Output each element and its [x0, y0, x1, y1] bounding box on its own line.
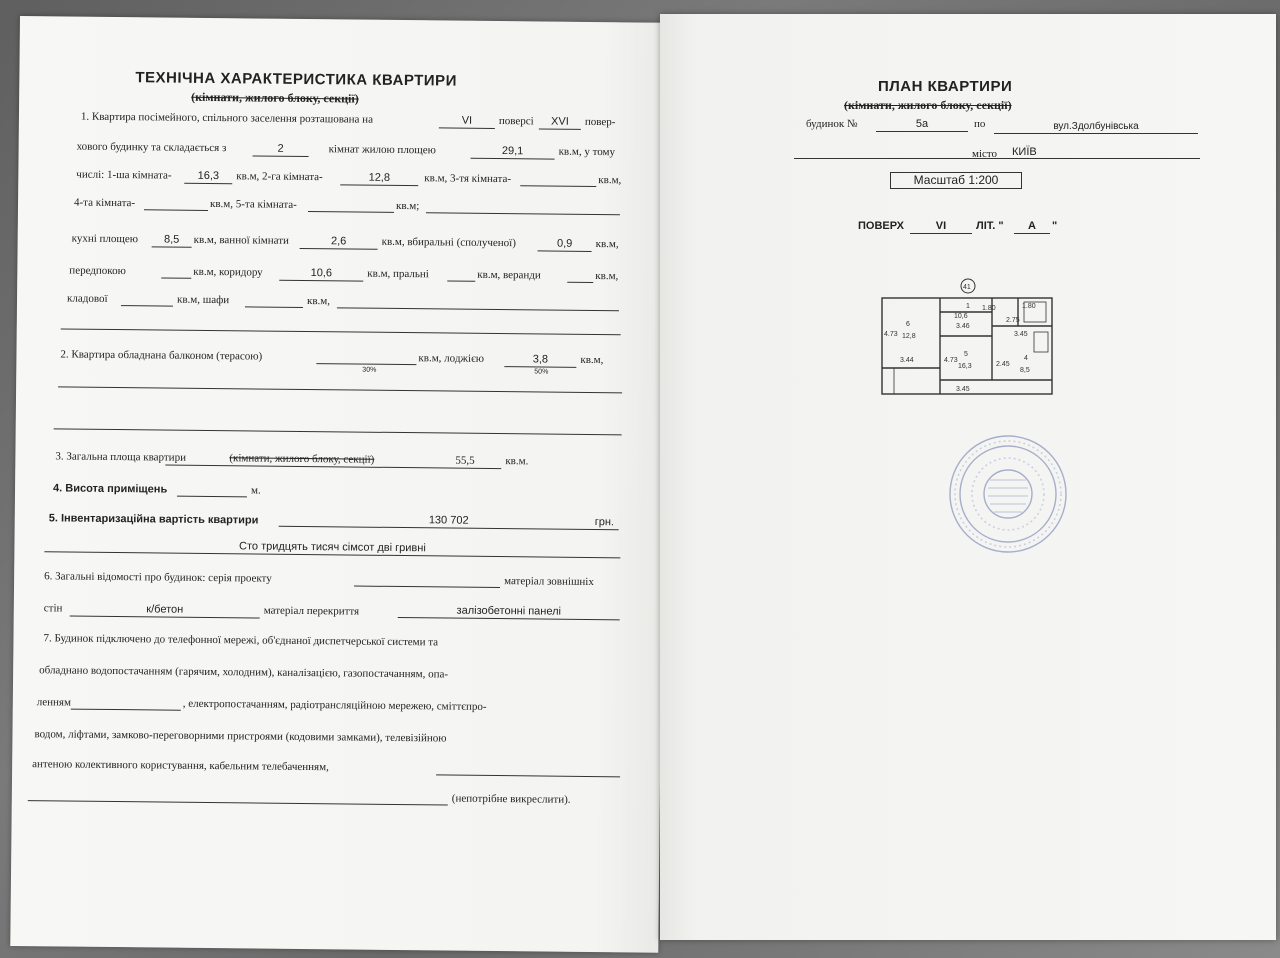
pct-50: 50%: [534, 368, 549, 376]
text: кв.м, ванної кімнати: [193, 233, 290, 247]
floor-value: VI: [439, 114, 495, 129]
blank-line: [337, 307, 619, 311]
page-subtitle: (кімнати, жилого блоку, секції): [191, 89, 359, 106]
corridor-height: 1.80: [982, 305, 996, 312]
text: стін: [43, 602, 63, 615]
text: кухні площею: [71, 232, 139, 246]
floors-total-value: XVI: [539, 115, 581, 129]
text: передпокою: [69, 264, 126, 278]
ceiling-value: залізобетонні панелі: [398, 604, 620, 620]
text: матеріал перекриття: [263, 604, 360, 618]
plan-subtitle: (кімнати, жилого блоку, секції): [844, 98, 1012, 112]
official-stamp: [946, 432, 1070, 556]
text: водом, ліфтами, замково-переговорними пристроями (кодовими замками), телевізійною: [34, 728, 447, 745]
blank-line: [567, 282, 593, 283]
blank-line: [161, 277, 191, 278]
room6-height: 4.73: [884, 331, 898, 338]
text: кв.м, 5-та кімната-: [209, 198, 297, 211]
text: матеріал зовнішніх: [504, 575, 594, 589]
text: 1. Квартира посімейного, спільного заселення розташована на: [80, 110, 374, 126]
room6-label: 6: [906, 321, 910, 328]
corridor-width: 3.46: [956, 323, 970, 330]
room1-value: 16,3: [184, 170, 232, 185]
text: кв.м, коридору: [193, 265, 263, 279]
text: по: [974, 118, 986, 130]
bathroom-value: 2,6: [300, 235, 378, 250]
city-value: КИЇВ: [1012, 146, 1037, 158]
floor-plan-drawing: [878, 276, 1058, 400]
text: 5. Інвентаризаційна вартість квартири: [48, 512, 259, 527]
kitchen-value: 8,5: [152, 233, 192, 247]
text: (непотрібне викреслити).: [451, 792, 571, 806]
loggia-value: 3,8: [504, 353, 576, 368]
text: кв.м, 3-тя кімната-: [424, 172, 512, 186]
text: кв.м,: [580, 353, 604, 367]
text: кладової: [66, 292, 108, 305]
text: обладнано водопостачанням (гарячим, холодним), каналізацією, газопостачанням, опа-: [39, 664, 449, 681]
text: кв.м, 2-га кімната-: [236, 170, 323, 184]
blank-line: [144, 209, 208, 211]
plan-title: ПЛАН КВАРТИРИ: [878, 78, 1013, 95]
text: кв.м, лоджією: [418, 352, 485, 365]
corridor-area: 10,6: [954, 313, 968, 320]
bath-height: 2.75: [1006, 317, 1020, 324]
text: 4-та кімната-: [73, 196, 136, 210]
text: 7. Будинок підключено до телефонної мережі, об'єднаної диспетчерської системи та: [43, 632, 439, 649]
text: хового будинку та складається з: [76, 140, 227, 155]
toilet-value: 0,9: [538, 237, 592, 252]
house-number: 5а: [876, 118, 968, 132]
text: 6. Загальні відомості про будинок: серія проекту: [44, 570, 272, 585]
text: кв.м, у тому: [558, 145, 616, 159]
text: кв.м,: [595, 270, 619, 283]
text-struck: (кімнати, жилого блоку, секції): [229, 452, 375, 466]
pct-30: 30%: [362, 366, 377, 374]
text: місто: [972, 148, 998, 160]
room5-area: 16,3: [958, 363, 972, 370]
text: будинок №: [806, 118, 858, 130]
room4-area: 8,5: [1020, 367, 1030, 374]
blank-line: [54, 428, 622, 435]
total-area-value: 55,5: [455, 454, 475, 467]
text: ЛІТ. ": [976, 220, 1004, 232]
room4-width: 3.45: [1014, 331, 1028, 338]
blank-line: [354, 586, 500, 589]
corridor-value: 10,6: [279, 267, 363, 282]
text: кв.м,: [306, 295, 331, 308]
blank-line: [436, 774, 620, 777]
blank-line: [520, 185, 596, 187]
corridor-label: 1: [966, 303, 970, 310]
plan-number: 41: [963, 284, 971, 291]
room5-label: 5: [964, 351, 968, 358]
text: кв.м.: [505, 455, 529, 468]
text: кв.м, вбиральні (сполученої): [381, 235, 516, 250]
blank-line: [58, 386, 622, 393]
technical-characteristics-page: [10, 16, 668, 953]
text: ленням: [36, 696, 72, 709]
walls-value: к/бетон: [70, 603, 260, 619]
text: ": [1052, 220, 1058, 232]
room6-area: 12,8: [902, 333, 916, 340]
text: грн.: [594, 516, 615, 529]
text: поверсі: [498, 115, 534, 128]
total-area-line: [165, 452, 501, 470]
inventory-value: [279, 513, 619, 531]
blank-line: [308, 211, 394, 213]
inventory-value-words: Сто тридцять тисяч сімсот дві гривні: [44, 538, 620, 558]
page-title: ТЕХНІЧНА ХАРАКТЕРИСТИКА КВАРТИРИ: [135, 69, 457, 90]
blank-line: [426, 212, 620, 215]
inventory-value-number: 130 702: [428, 514, 469, 527]
blank-line: [71, 709, 181, 711]
text: ПОВЕРХ: [858, 220, 904, 232]
street-value: вул.Здолбунівська: [994, 120, 1198, 134]
blank-line: [316, 363, 416, 365]
text: кімнат жилою площею: [328, 143, 436, 157]
living-area-value: 29,1: [471, 145, 555, 160]
text: антеною колективного користування, кабельним телебаченням,: [32, 758, 329, 774]
text: , електропостачанням, радіотрансляційною мережею, сміттєпро-: [182, 697, 487, 713]
text: 2. Квартира обладнана балконом (терасою): [60, 348, 263, 363]
apartment-plan-page: [660, 14, 1276, 940]
text: кв.м,: [598, 174, 622, 187]
text: кв.м,: [595, 238, 619, 251]
rooms-value: 2: [253, 142, 309, 157]
room5-height: 4.73: [944, 357, 958, 364]
text: повер-: [584, 115, 616, 129]
text: числі: 1-ша кімната-: [76, 168, 172, 182]
room4-label: 4: [1024, 355, 1028, 362]
plan-floor-value: VI: [910, 220, 972, 234]
text: кв.м, шафи: [176, 293, 230, 307]
text: кв.м, пральні: [367, 267, 429, 281]
text: 3. Загальна площа квартири: [55, 450, 187, 464]
text: кв.м, веранди: [477, 268, 541, 282]
room4-height: 2.45: [996, 361, 1010, 368]
text: 4. Висота приміщень: [52, 482, 168, 496]
lit-value: А: [1014, 220, 1050, 234]
blank-line: [61, 328, 621, 335]
blank-line: [177, 496, 247, 498]
room2-value: 12,8: [340, 171, 418, 186]
blank-line: [447, 280, 475, 281]
blank-line: [245, 306, 303, 308]
blank-line: [28, 800, 448, 805]
text: м.: [250, 484, 261, 497]
text: кв.м;: [395, 199, 420, 213]
bath-width: 1.80: [1022, 303, 1036, 310]
scale-box: Масштаб 1:200: [890, 172, 1022, 189]
room5-width: 3.45: [956, 386, 970, 393]
blank-line: [121, 305, 173, 307]
room6-width: 3.44: [900, 357, 914, 364]
